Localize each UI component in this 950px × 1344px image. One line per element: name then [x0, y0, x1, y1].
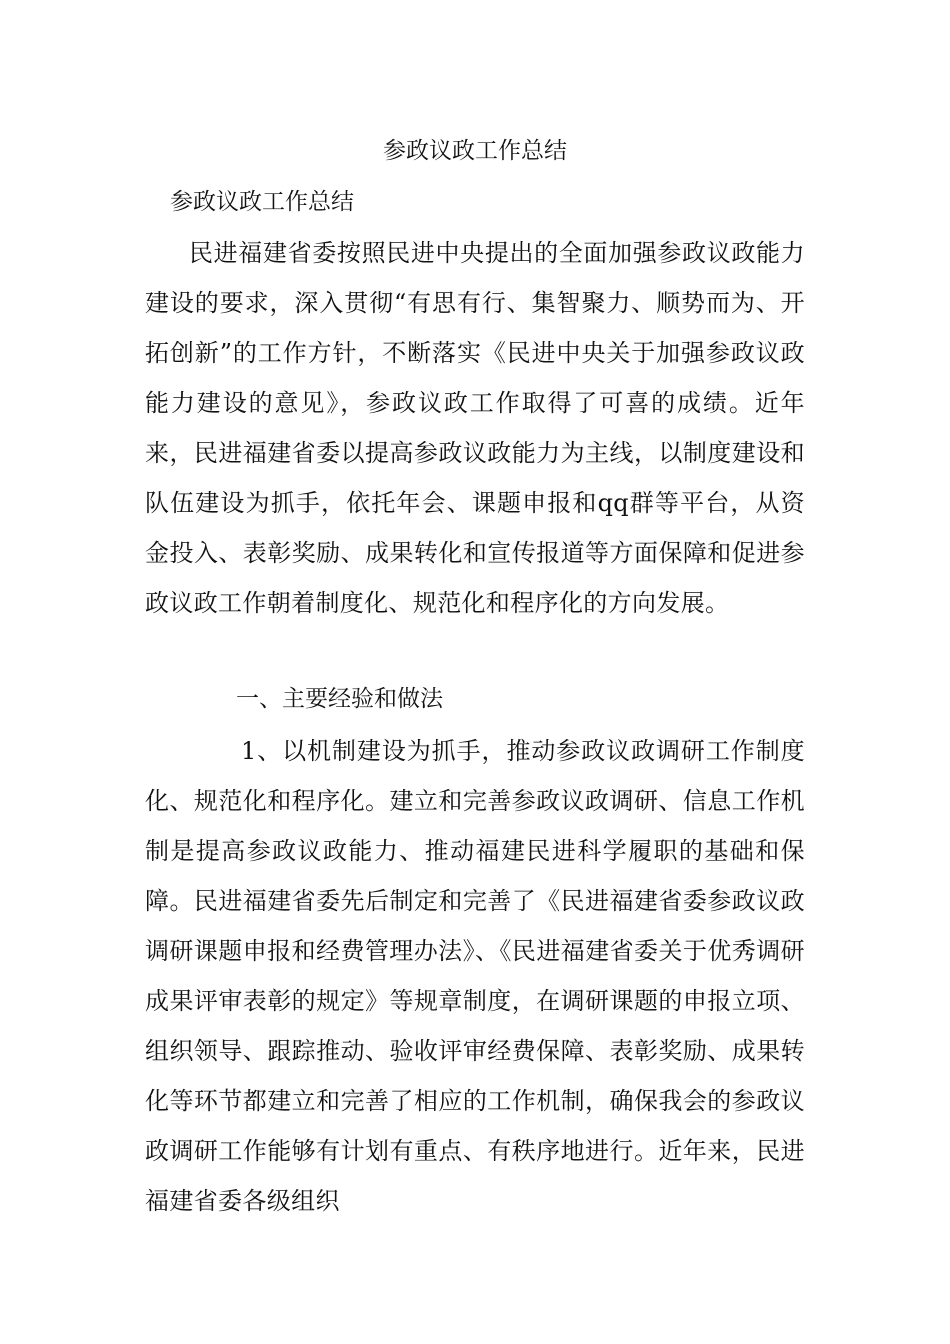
intro-paragraph: 民进福建省委按照民进中央提出的全面加强参政议政能力建设的要求，深入贯彻“有思有行、集智聚力、顺势而为、开拓创新”的工作方针，不断落实《民进中央关于加强参政议政能力建设的意见》，参政议政工作取得了可喜的成绩。近年来，民进福建省委以提高参政议政能力为主线，以制度建设和队伍建设为抓手，依托年会、课题申报和qq群等平台，从资金投入、表彰奖励、成果转化和宣传报道等方面保障和促进参政议政工作朝着制度化、规范化和程序化的方向发展。	[145, 239, 805, 617]
section-paragraph: 1、以机制建设为抓手，推动参政议政调研工作制度化、规范化和程序化。建立和完善参政议政调研、信息工作机制是提高参政议政能力、推动福建民进科学履职的基础和保障。民进福建省委先后制定和完善了《民进福建省委参政议政调研课题申报和经费管理办法》、《民进福建省委关于优秀调研成果评审表彰的规定》等规章制度，在调研课题的申报立项、组织领导、跟踪推动、验收评审经费保障、表彰奖励、成果转化等环节都建立和完善了相应的工作机制，确保我会的参政议政调研工作能够有计划有重点、有秩序地进行。近年来，民进福建省委各级组织	[145, 737, 805, 1215]
document-title: 参政议政工作总结	[383, 138, 567, 164]
section-heading: 一、主要经验和做法	[236, 686, 443, 712]
document-subtitle: 参政议政工作总结	[170, 189, 354, 215]
